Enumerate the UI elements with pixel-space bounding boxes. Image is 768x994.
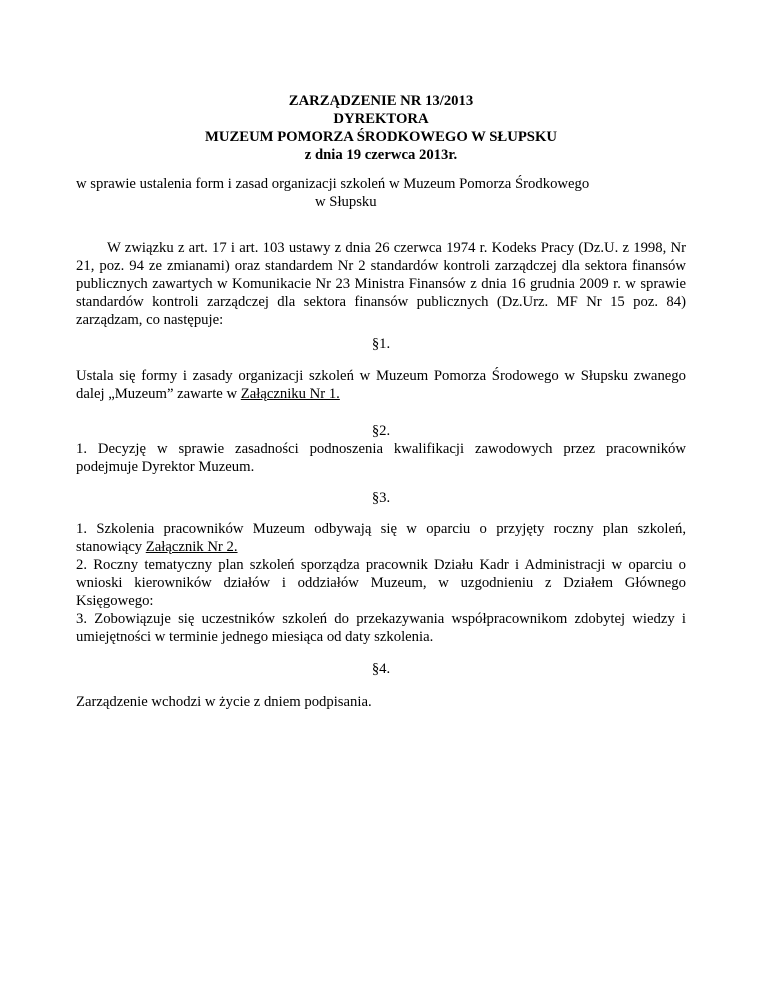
section-1-text	[76, 367, 686, 403]
section-3-label: §3.	[371, 490, 391, 506]
section-1-label: §1.	[371, 336, 391, 352]
header-institution: MUZEUM POMORZA ŚRODKOWEGO W SŁUPSKU	[205, 129, 557, 145]
document-page	[76, 0, 686, 994]
section-4-text: Zarządzenie wchodzi w życie z dniem podpisania.	[76, 694, 372, 710]
document-subject	[76, 175, 686, 211]
section-2-text: 1. Decyzję w sprawie zasadności podnoszenia kwalifikacji zawodowych przez pracowników podejmuje Dyrektor Muzeum.	[76, 441, 686, 475]
section-4-label: §4.	[371, 661, 391, 677]
subject-line-1: w sprawie ustalenia form i zasad organizacji szkoleń w Muzeum Pomorza Środkowego	[76, 176, 590, 192]
header-title: ZARZĄDZENIE NR 13/2013	[288, 93, 474, 109]
header-date: z dnia 19 czerwca 2013r.	[304, 147, 458, 163]
section-3-item-2: 2. Roczny tematyczny plan szkoleń sporządza pracownik Działu Kadr i Administracji w oparciu o wnioski kierowników działów i oddziałów Muzeum, w uzgodnieniu z Działem Głównego Księgowego:	[76, 557, 686, 609]
document-header	[76, 92, 686, 164]
header-issuer: DYREKTORA	[333, 111, 429, 127]
section-3-item-3: 3. Zobowiązuje się uczestników szkoleń do przekazywania współpracownikom zdobytej wiedzy i umiejętności w terminie jednego miesiąca od daty szkolenia.	[76, 611, 686, 645]
section-3-item-1	[76, 520, 686, 556]
section-1-body: Ustala się formy i zasady organizacji szkoleń w Muzeum Pomorza Środowego w Słupsku zwanego dalej „Muzeum” zawarte w	[76, 368, 686, 402]
attachment-1-link[interactable]: Załączniku Nr 1.	[240, 386, 340, 402]
section-2-label: §2.	[371, 423, 391, 439]
intro-paragraph: W związku z art. 17 i art. 103 ustawy z dnia 26 czerwca 1974 r. Kodeks Pracy (Dz.U. z 1998, Nr 21, poz. 94 ze zmianami) oraz standardem Nr 2 standardów kontroli zarządczej dla sektora finansów publicznych zawartych w Komunikacie Nr 23 Ministra Finansów z dnia 16 grudnia 2009 r. w sprawie standardów kontroli zarządczej dla sektora finansów publicznych (Dz.Urz. MF Nr 15 poz. 84) zarządzam, co następuje:	[76, 240, 686, 328]
section-3-item-1-body: 1. Szkolenia pracowników Muzeum odbywają się w oparciu o przyjęty roczny plan szkoleń, stanowiący	[76, 521, 686, 555]
attachment-2-link[interactable]: Załącznik Nr 2.	[145, 539, 238, 555]
subject-line-2: w Słupsku	[315, 194, 377, 210]
